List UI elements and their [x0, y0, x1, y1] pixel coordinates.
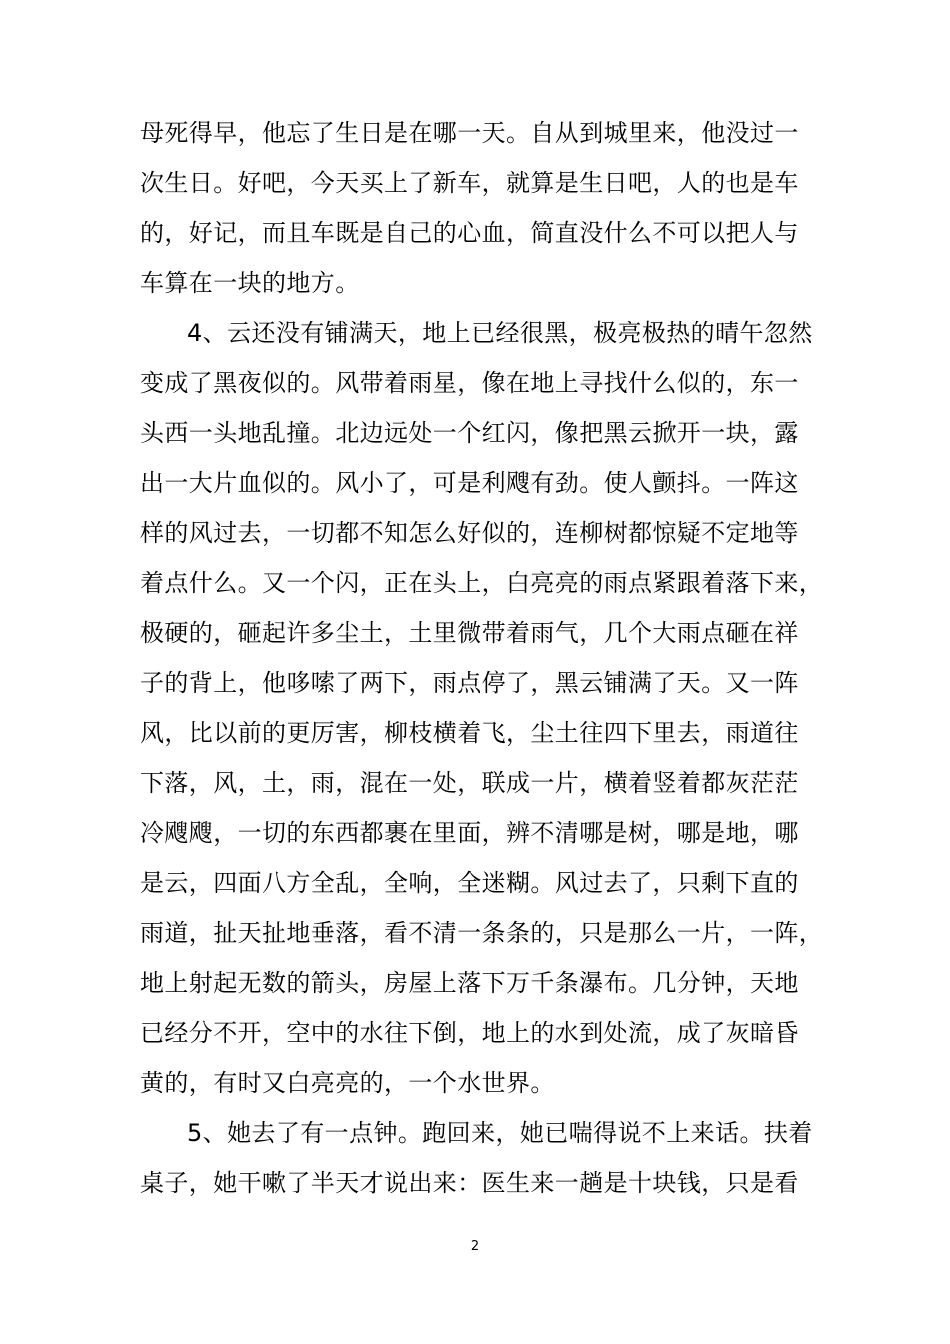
text-line: 母死得早，他忘了生日是在哪一天。自从到城里来，他没过一	[140, 119, 799, 147]
text-line: 头西一头地乱撞。北边远处一个红闪，像把黑云掀开一块，露	[140, 419, 799, 447]
text-line: 桌子，她干嗽了半天才说出来：医生来一趟是十块钱，只是看	[140, 1169, 799, 1197]
text-line: 已经分不开，空中的水往下倒，地上的水到处流，成了灰暗昏	[140, 1019, 799, 1047]
text-line: 的，好记，而且车既是自己的心血，简直没什么不可以把人与	[140, 219, 799, 247]
paragraph-start-line: 5、她去了有一点钟。跑回来，她已喘得说不上来话。扶着	[187, 1119, 813, 1147]
text-line: 样的风过去，一切都不知怎么好似的，连柳树都惊疑不定地等	[140, 519, 799, 547]
text-line: 是云，四面八方全乱，全响，全迷糊。风过去了，只剩下直的	[140, 869, 799, 897]
text-line: 变成了黑夜似的。风带着雨星，像在地上寻找什么似的，东一	[140, 369, 799, 397]
text-line: 次生日。好吧，今天买上了新车，就算是生日吧，人的也是车	[140, 169, 799, 197]
text-line: 黄的，有时又白亮亮的，一个水世界。	[140, 1069, 555, 1097]
page-number: 2	[470, 1239, 480, 1254]
text-line: 风，比以前的更厉害，柳枝横着飞，尘土往四下里去，雨道往	[140, 719, 799, 747]
text-line: 下落，风，土，雨，混在一处，联成一片，横着竖着都灰茫茫	[140, 769, 799, 797]
text-line: 子的背上，他哆嗦了两下，雨点停了，黑云铺满了天。又一阵	[140, 669, 799, 697]
text-line: 雨道，扯天扯地垂落，看不清一条条的，只是那么一片，一阵，	[140, 919, 824, 947]
text-line: 冷飕飕，一切的东西都裹在里面，辨不清哪是树，哪是地，哪	[140, 819, 799, 847]
text-line: 着点什么。又一个闪，正在头上，白亮亮的雨点紧跟着落下来，	[140, 569, 824, 597]
text-line: 地上射起无数的箭头，房屋上落下万千条瀑布。几分钟，天地	[140, 969, 799, 997]
text-line: 极硬的，砸起许多尘土，土里微带着雨气，几个大雨点砸在祥	[140, 619, 799, 647]
text-line: 出一大片血似的。风小了，可是利飕有劲。使人颤抖。一阵这	[140, 469, 799, 497]
paragraph-start-line: 4、云还没有铺满天，地上已经很黑，极亮极热的晴午忽然	[187, 319, 813, 347]
text-line: 车算在一块的地方。	[140, 269, 360, 297]
